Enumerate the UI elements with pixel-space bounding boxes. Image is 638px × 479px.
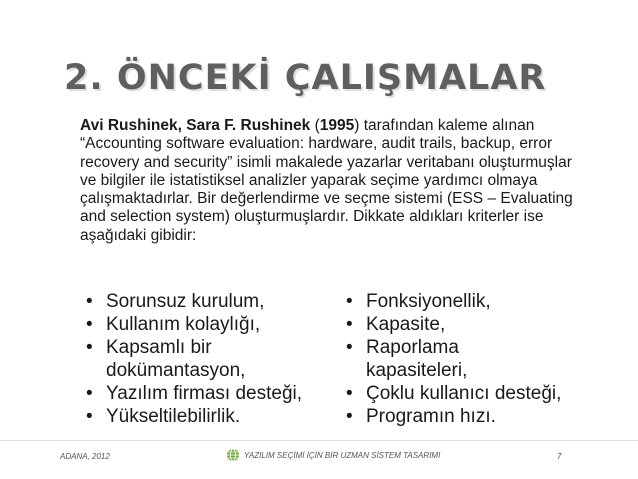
footer-center xyxy=(226,448,440,462)
criteria-item: • Kullanım kolaylığı, xyxy=(86,313,336,336)
intro-paragraph xyxy=(80,117,580,245)
criteria-item: • Fonksiyonellik, xyxy=(346,290,616,313)
footer-title: YAZILIM SEÇİMİ İÇİN BİR UZMAN SİSTEM TASARIMI xyxy=(244,450,441,460)
globe-logo-icon xyxy=(226,448,240,462)
intro-text: tarafından kaleme alınan “Accounting software evaluation: hardware, audit trails, backup, error recovery and security” isimli makalede yazarlar veritabanı oluşturmuşlar ve bilgiler ile istatistiksel analizler yaparak seçime yardımcı olmaya çalışmaktadırlar. Bir değerlendirme ve seçme sistemi (ESS – Evaluating and selection system) oluşturmuşlardır. Dikkate aldıkları kriterler ise aşağıdaki gibidir: xyxy=(80,117,573,244)
page-number: 7 xyxy=(557,452,562,461)
slide-title: 2. ÖNCEKİ ÇALIŞMALAR xyxy=(64,58,547,98)
criteria-item: • Çoklu kullanıcı desteği, xyxy=(346,382,616,405)
criteria-item: • Sorunsuz kurulum, xyxy=(86,290,336,313)
criteria-item: • Kapasite, xyxy=(346,313,616,336)
criteria-item: • Programın hızı. xyxy=(346,405,616,428)
intro-year-close: ) xyxy=(354,117,360,134)
footer-location-date: ADANA, 2012 xyxy=(60,452,110,461)
criteria-item: • Kapsamlı bir dokümantasyon, xyxy=(86,336,336,382)
criteria-list-right xyxy=(346,290,616,428)
criteria-item: • Yazılım firması desteği, xyxy=(86,382,336,405)
criteria-item: • Raporlama kapasiteleri, xyxy=(346,336,616,382)
criteria-list-left xyxy=(86,290,336,428)
slide-footer xyxy=(0,440,638,479)
intro-authors: Avi Rushinek, Sara F. Rushinek xyxy=(80,117,311,134)
intro-year-open: ( xyxy=(310,117,320,134)
criteria-item: • Yükseltilebilirlik. xyxy=(86,405,336,428)
intro-year: 1995 xyxy=(319,117,355,134)
